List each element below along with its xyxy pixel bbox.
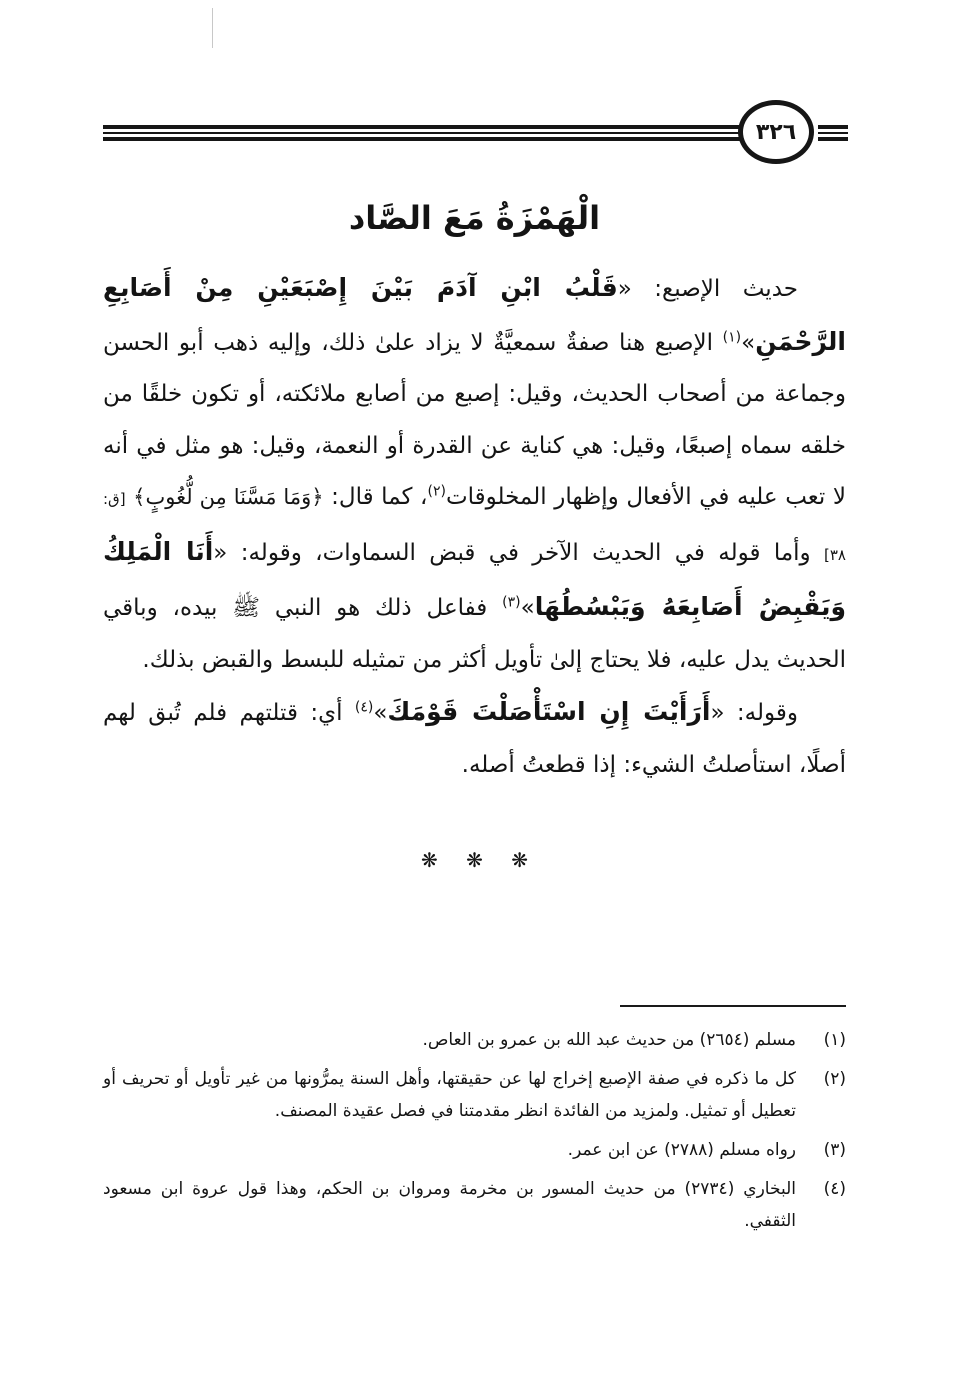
footnote-text: مسلم (٢٦٥٤) من حديث عبد الله بن عمرو بن العاص. — [422, 1030, 796, 1050]
hadith-quote: أَنَا الْمَلِكُ وَيَقْبِضُ أَصَابِعَهُ وَيَبْسُطُهَا — [103, 536, 847, 621]
footnote-marker[interactable]: (١) — [722, 328, 742, 345]
paragraph-text: أي: قتلتهم فلم تُبق لهم أصلًا، استأصلتُ الشيء: إذا قطعتُ أصله. — [103, 700, 846, 778]
header-rule-tail — [818, 137, 848, 141]
header-rule-tail — [818, 132, 848, 134]
paragraph-text: ، كما قال: — [323, 484, 428, 510]
paragraph-hadith-finger — [103, 262, 846, 686]
footnote-number: (٢) — [823, 1069, 846, 1089]
footnote-text: البخاري (٢٧٣٤) من حديث المسور بن مخرمة ومروان بن الحكم، وهذا قول عروة ابن مسعود الثقفي. — [103, 1179, 796, 1231]
footnote-number: (١) — [823, 1030, 846, 1050]
paragraph-text: وأما قوله في الحديث الآخر في قبض السماوات، وقوله: « — [213, 539, 825, 566]
header-rule — [103, 125, 743, 129]
footnote-marker[interactable]: (٤) — [354, 699, 374, 716]
header-rule — [103, 132, 743, 134]
footnote-item — [103, 1134, 846, 1166]
header-rule-tail — [818, 125, 848, 129]
paragraph-lead: وقوله: « — [710, 700, 798, 726]
footnote-item — [103, 1024, 846, 1056]
footnotes — [103, 1024, 846, 1244]
footnote-text: كل ما ذكره في صفة الإصبع إخراج لها عن حقيقتها، وأهل السنة يمرُّونها من غير تأويل أو تحريف أو تعطيل أو تمثيل. ولمزيد من الفائدة انظر مقدمتنا في فصل عقيدة المصنف. — [103, 1069, 796, 1121]
footnote-number: (٤) — [823, 1179, 846, 1199]
quote-close: » — [741, 329, 756, 356]
hadith-quote: قَلْبُ ابْنِ آدَمَ بَيْنَ إِصْبَعَيْنِ مِنْ أَصَابِعِ الرَّحْمَنِ — [103, 273, 846, 356]
footnote-marker[interactable]: (٣) — [502, 594, 521, 611]
paragraph-istasalta — [103, 686, 846, 791]
quran-verse: ﴿وَمَا مَسَّنَا مِن لُّغُوبٍ﴾ — [133, 485, 324, 509]
scan-mark — [212, 8, 213, 48]
header-rule — [103, 137, 743, 141]
paragraph-text: ففاعل ذلك هو النبي ﷺ بيده، وباقي الحديث يدل عليه، فلا يحتاج إلىٰ تأويل أكثر من تمثيله للبسط والقبض بذلك. — [103, 595, 846, 673]
section-separator: ❋ ❋ ❋ — [421, 848, 528, 872]
footnote-item — [103, 1063, 846, 1127]
page-number-badge — [738, 100, 814, 164]
paragraph-lead: حديث الإصبع: « — [617, 276, 798, 302]
footnote-rule — [620, 1005, 846, 1007]
quran-reference: [ق: ٣٨] — [103, 490, 846, 564]
quote-close: » — [373, 700, 388, 726]
quote-close: » — [520, 595, 535, 621]
paragraph-text: الإصبع هنا صفةٌ سمعيَّةٌ لا يزاد علىٰ ذلك، وإليه ذهب أبو الحسن وجماعة من أصحاب الحديث، وقيل: إصبع من أصابع ملائكته، أو تكون خلقًا من خلقه سماه إصبعًا، وقيل: هي كناية عن القدرة أو النعمة، وقيل: هو مثل في أنه لا تعب عليه في الأفعال وإظهار المخلوقات — [103, 329, 847, 510]
hadith-quote: أَرَأَيْتَ إِنِ اسْتَأْصَلْتَ قَوْمَكَ — [387, 697, 711, 726]
footnote-number: (٣) — [823, 1140, 846, 1160]
footnote-item — [103, 1173, 846, 1237]
body-text — [103, 262, 846, 791]
page-number: ٣٢٦ — [755, 119, 797, 145]
footnote-text: رواه مسلم (٢٧٨٨) عن ابن عمر. — [567, 1140, 796, 1160]
chapter-title: الْهَمْزَةُ مَعَ الصَّاد — [348, 199, 601, 237]
footnote-marker[interactable]: (٢) — [427, 483, 446, 500]
